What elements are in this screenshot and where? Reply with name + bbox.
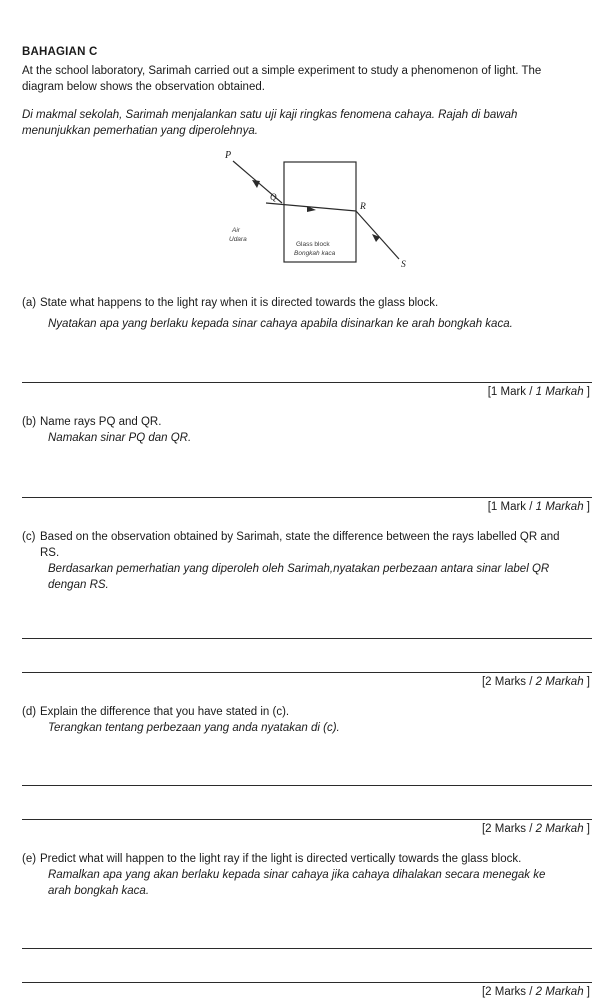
- marks-malay: 2 Markah: [535, 823, 584, 835]
- marks-english: [1 Mark /: [487, 501, 533, 513]
- question-d-text-english: Explain the difference that you have stated in (c).: [40, 706, 290, 718]
- question-a-text-english: State what happens to the light ray when it is directed towards the glass block.: [40, 297, 439, 309]
- answer-line[interactable]: [22, 472, 592, 498]
- question-a: [22, 295, 592, 400]
- marks-bracket-close: ]: [586, 823, 590, 835]
- question-d-answer-area[interactable]: [22, 752, 592, 820]
- question-b-answer-area[interactable]: [22, 472, 592, 498]
- marks-malay: 1 Markah: [535, 386, 584, 398]
- question-e-text-malay: Ramalkan apa yang akan berlaku kepada sinar cahaya jika cahaya dihalakan secara menegak ke arah bongkah kaca.: [48, 869, 546, 897]
- marks-malay: 2 Markah: [535, 676, 584, 688]
- arrow-emergent-ray: [372, 234, 380, 242]
- label-medium-air-malay: Udara: [229, 236, 247, 243]
- question-d-marks: [22, 822, 592, 837]
- question-d-text-malay: Terangkan tentang perbezaan yang anda nyatakan di (c).: [48, 722, 340, 734]
- question-a-marks: [22, 385, 592, 400]
- question-b: [22, 414, 592, 515]
- question-b-marks: [22, 500, 592, 515]
- marks-malay: 1 Markah: [535, 501, 584, 513]
- marks-english: [1 Mark /: [487, 386, 533, 398]
- intro-text-malay: Di makmal sekolah, Sarimah menjalankan satu uji kaji ringkas fenomena cahaya. Rajah di bawah menunjukkan pemerhatian yang diperolehnya.: [22, 109, 518, 137]
- question-e-text-english: Predict what will happen to the light ray if the light is directed vertically towards the glass block.: [40, 853, 522, 865]
- answer-line[interactable]: [22, 915, 592, 949]
- question-e-marks: [22, 985, 592, 1000]
- question-a-label: (a): [22, 297, 37, 309]
- question-c-text-malay: Berdasarkan pemerhatian yang diperoleh oleh Sarimah,nyatakan perbezaan antara sinar label QR dengan RS.: [48, 563, 550, 591]
- refraction-diagram: [194, 147, 424, 279]
- question-e-answer-area[interactable]: [22, 915, 592, 983]
- question-b-text-english: Name rays PQ and QR.: [40, 416, 162, 428]
- label-point-q: Q: [270, 192, 277, 202]
- label-point-s: S: [401, 260, 406, 270]
- answer-line[interactable]: [22, 752, 592, 786]
- marks-bracket-close: ]: [586, 501, 590, 513]
- question-d-label: (d): [22, 706, 37, 718]
- marks-malay: 2 Markah: [535, 986, 584, 998]
- label-point-r: R: [360, 202, 366, 212]
- answer-line[interactable]: [22, 639, 592, 673]
- marks-bracket-close: ]: [586, 676, 590, 688]
- question-e-label: (e): [22, 853, 37, 865]
- question-c-marks: [22, 675, 592, 690]
- label-point-p: P: [225, 150, 232, 161]
- diagram-container: [22, 147, 592, 279]
- label-glass-block-english: Glass block: [296, 241, 330, 248]
- marks-bracket-close: ]: [586, 386, 590, 398]
- question-a-answer-area[interactable]: [22, 357, 592, 383]
- question-b-label: (b): [22, 416, 37, 428]
- answer-line[interactable]: [22, 949, 592, 983]
- answer-line[interactable]: [22, 786, 592, 820]
- question-b-text-malay: Namakan sinar PQ dan QR.: [48, 432, 192, 444]
- question-c: [22, 529, 592, 690]
- question-c-answer-area[interactable]: [22, 605, 592, 673]
- arrow-incident-ray: [252, 180, 260, 188]
- question-c-label: (c): [22, 531, 36, 543]
- label-medium-air-english: Air: [232, 227, 240, 234]
- question-a-text-malay: Nyatakan apa yang berlaku kepada sinar cahaya apabila disinarkan ke arah bongkah kaca.: [48, 318, 513, 330]
- emergent-ray-rs: [356, 211, 399, 259]
- marks-english: [2 Marks /: [481, 986, 533, 998]
- question-d: [22, 704, 592, 837]
- page-title: BAHAGIAN C: [22, 46, 98, 58]
- question-e: [22, 851, 592, 1000]
- intro-text-english: At the school laboratory, Sarimah carried out a simple experiment to study a phenomenon of light. The diagram below shows the observation obtained.: [22, 65, 542, 93]
- marks-english: [2 Marks /: [481, 823, 533, 835]
- answer-line[interactable]: [22, 605, 592, 639]
- marks-bracket-close: ]: [586, 986, 590, 998]
- marks-english: [2 Marks /: [481, 676, 533, 688]
- answer-line[interactable]: [22, 357, 592, 383]
- label-glass-block-malay: Bongkah kaca: [294, 250, 336, 257]
- question-c-text-english: Based on the observation obtained by Sarimah, state the difference between the rays labelled QR and RS.: [40, 531, 560, 559]
